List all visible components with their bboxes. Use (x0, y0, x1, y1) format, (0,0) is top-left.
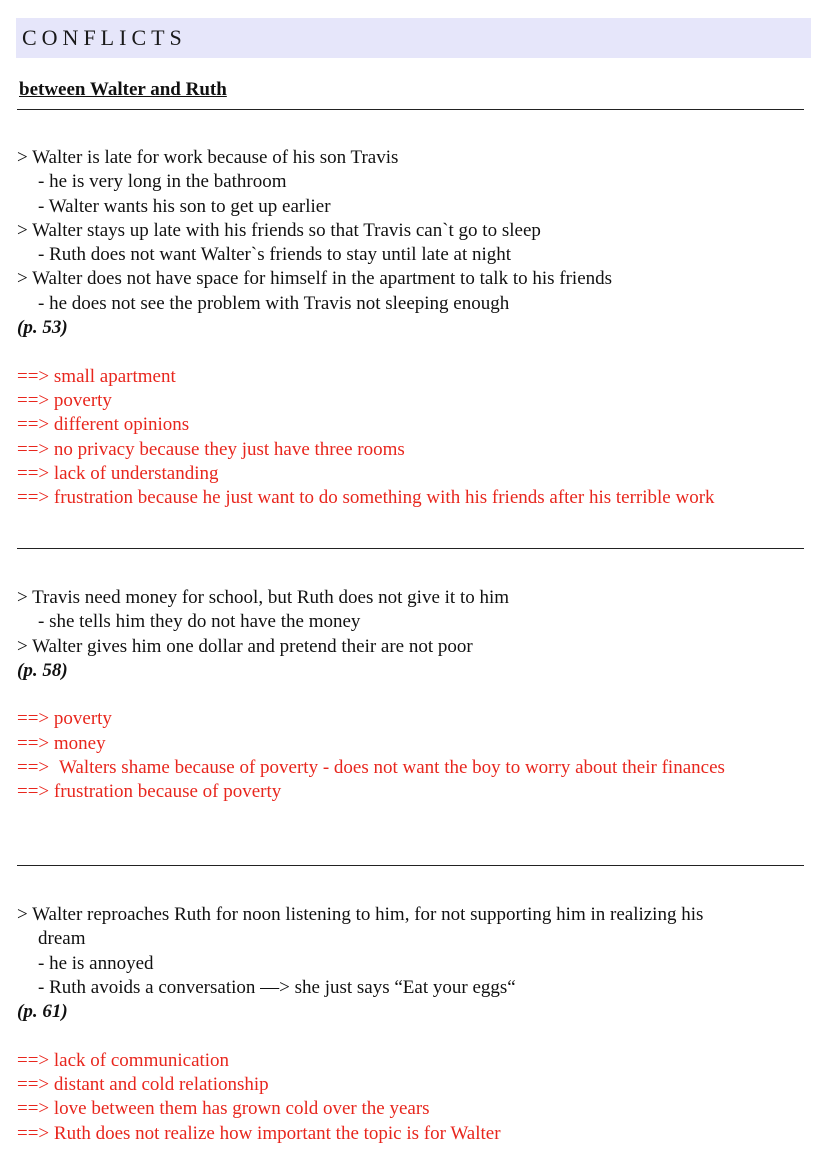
conclusion-item: ==> frustration because he just want to do something with his friends after his terrible work (17, 487, 715, 509)
conflict-point: > Walter reproaches Ruth for noon listening to him, for not supporting him in realizing his (17, 904, 704, 925)
page-title: CONFLICTS (22, 25, 187, 50)
conflict-subpoint: - he is very long in the bathroom (38, 171, 287, 193)
conflict-point: > Travis need money for school, but Ruth does not give it to him (17, 587, 510, 608)
conclusion-item-wrapped (17, 756, 749, 780)
conflict-point: > Walter gives him one dollar and pretend their are not poor (17, 635, 473, 657)
conclusion-item: ==> frustration because of poverty (17, 781, 282, 803)
conflict-subpoint: - Ruth does not want Walter`s friends to stay until late at night (38, 244, 512, 266)
conflict-point: > Walter is late for work because of his son Travis (17, 147, 399, 168)
conflict-point: > Walter stays up late with his friends so that Travis can`t go to sleep (17, 219, 541, 241)
conflict-point: > Walter does not have space for himself in the apartment to talk to his friends (17, 268, 613, 290)
conclusion-item: ==> Ruth does not realize how important the topic is for Walter (17, 1122, 501, 1144)
page-reference: (p. 53) (17, 317, 68, 339)
conclusion-item: ==> poverty (17, 389, 112, 411)
conclusion-item: ==> love between them has grown cold over the years (17, 1098, 430, 1120)
conclusion-item: ==> lack of understanding (17, 462, 219, 484)
divider (17, 865, 804, 866)
divider (17, 109, 804, 110)
conclusion-item: ==> no privacy because they just have three rooms (17, 438, 405, 460)
conflict-subpoint: - Walter wants his son to get up earlier (38, 195, 331, 217)
divider (17, 548, 804, 549)
conflict-point-continuation: dream (38, 928, 86, 950)
conclusion-arrow: ==> (17, 757, 50, 779)
conflict-subpoint: - he is annoyed (38, 952, 154, 974)
conflict-subpoint: - Ruth avoids a conversation —> she just says “Eat your eggs“ (38, 976, 516, 998)
conclusion-item: ==> distant and cold relationship (17, 1074, 269, 1096)
conflict-section-1 (17, 146, 812, 510)
conflict-section-2 (17, 586, 812, 805)
conclusion-item: ==> money (17, 732, 106, 754)
conclusion-item: ==> small apartment (17, 365, 176, 387)
conclusion-item: ==> poverty (17, 708, 112, 730)
page-reference: (p. 61) (17, 1001, 68, 1023)
header-band (16, 18, 811, 58)
section-subheading: between Walter and Ruth (19, 79, 227, 100)
page-reference: (p. 58) (17, 659, 68, 681)
conflict-section-3 (17, 903, 812, 1146)
conclusion-item: ==> different opinions (17, 414, 190, 436)
conclusion-text: Walters shame because of poverty - does not want the boy to worry about their finances (59, 757, 725, 779)
conflict-subpoint: - she tells him they do not have the money (38, 611, 361, 633)
conflict-subpoint: - he does not see the problem with Travis not sleeping enough (38, 292, 510, 314)
conclusion-item: ==> lack of communication (17, 1049, 230, 1071)
